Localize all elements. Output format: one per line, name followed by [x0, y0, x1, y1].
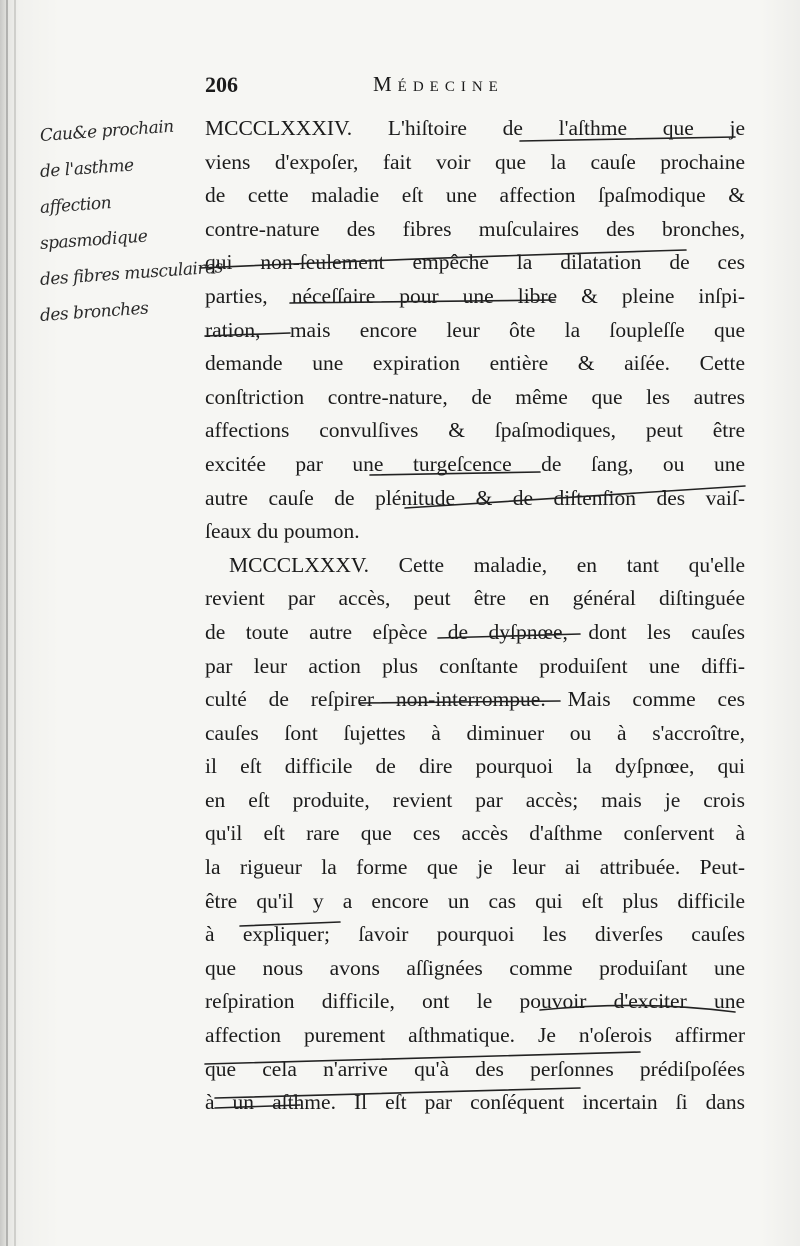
underline-mark [360, 701, 560, 703]
margin-note: affection [39, 193, 112, 218]
page-number: 206 [205, 72, 238, 97]
text-line: MCCCLXXXIV. L'hiſtoire de l'aſthme que je [205, 116, 745, 140]
underline-mark [240, 922, 340, 926]
underline-mark [438, 634, 580, 638]
running-head: Médecine [373, 72, 504, 96]
text-line: à un aſthme. Il eſt par conſéquent incertain ſi dans [205, 1090, 745, 1115]
text-line: qui non-ſeulement empêche la dilatation de ces [205, 250, 745, 275]
underline-mark [405, 486, 745, 508]
text-line: ſeaux du poumon. [205, 519, 360, 544]
text-line: culté de reſpirer non-interrompue. Mais comme ces [205, 687, 745, 712]
margin-note: des bronches [39, 298, 149, 326]
text-line: à expliquer; ſavoir pourquoi les diverſes cauſes [205, 922, 745, 947]
text-line: viens d'expoſer, fait voir que la cauſe prochaine [205, 149, 745, 174]
text-line: revient par accès, peut être en général diſtinguée [205, 586, 745, 611]
text-line: qu'il eſt rare que ces accès d'aſthme conſervent à [205, 821, 745, 846]
underline-mark [370, 472, 540, 475]
text-line: il eſt difficile de dire pourquoi la dyſpnœe, qui [205, 754, 745, 779]
underline-mark [215, 1105, 300, 1108]
text-line: de toute autre eſpèce de dyſpnœe, dont les cauſes [205, 619, 745, 644]
margin-note: Cau&e prochain [39, 116, 175, 146]
text-line: affection purement aſthmatique. Je n'oſerois affirmer [205, 1023, 745, 1048]
text-line: reſpiration difficile, ont le pouvoir d'exciter une [205, 989, 745, 1014]
text-line: cauſes ſont ſujettes à diminuer ou à s'accroître, [205, 720, 745, 745]
underline-mark [520, 137, 735, 141]
underline-mark [290, 300, 555, 303]
margin-note: de l'asthme [39, 155, 135, 182]
text-line: MCCCLXXXV. Cette maladie, en tant qu'elle [229, 552, 745, 577]
text-line: excitée par une turgeſcence de ſang, ou une [205, 451, 745, 476]
margin-note: spasmodique [39, 226, 148, 254]
underline-mark [205, 1052, 640, 1064]
text-line: autre cauſe de plénitude & de diſtenſion des vaiſ- [205, 485, 745, 510]
underline-mark [200, 250, 686, 268]
underline-mark [205, 333, 290, 336]
text-line: que cela n'arrive qu'à des perſonnes prédiſpoſées [205, 1056, 745, 1081]
text-line: que nous avons aſſignées comme produiſant une [205, 955, 745, 980]
text-line: la rigueur la forme que je leur ai attribuée. Peut- [205, 855, 745, 880]
text-line: demande une expiration entière & aiſée. Cette [205, 351, 745, 376]
text-line: ration, mais encore leur ôte la ſoupleſſe que [205, 317, 745, 342]
underline-mark [540, 1005, 735, 1012]
text-line: affections convulſives & ſpaſmodiques, peut être [205, 418, 745, 443]
text-line: de cette maladie eſt une affection ſpaſmodique & [205, 183, 745, 208]
margin-note: des fibres musculaires [39, 257, 224, 290]
text-line: être qu'il y a encore un cas qui eſt plus difficile [205, 888, 745, 913]
text-line: en eſt produite, revient par accès; mais je crois [205, 787, 745, 812]
text-line: parties, néceſſaire pour une libre & pleine inſpi- [205, 283, 745, 308]
text-line: conſtriction contre-nature, de même que les autres [205, 384, 745, 409]
text-line: par leur action plus conſtante produiſent une diffi- [205, 653, 745, 678]
underline-mark [215, 1088, 580, 1098]
text-line: contre-nature des fibres muſculaires des bronches, [205, 216, 745, 241]
